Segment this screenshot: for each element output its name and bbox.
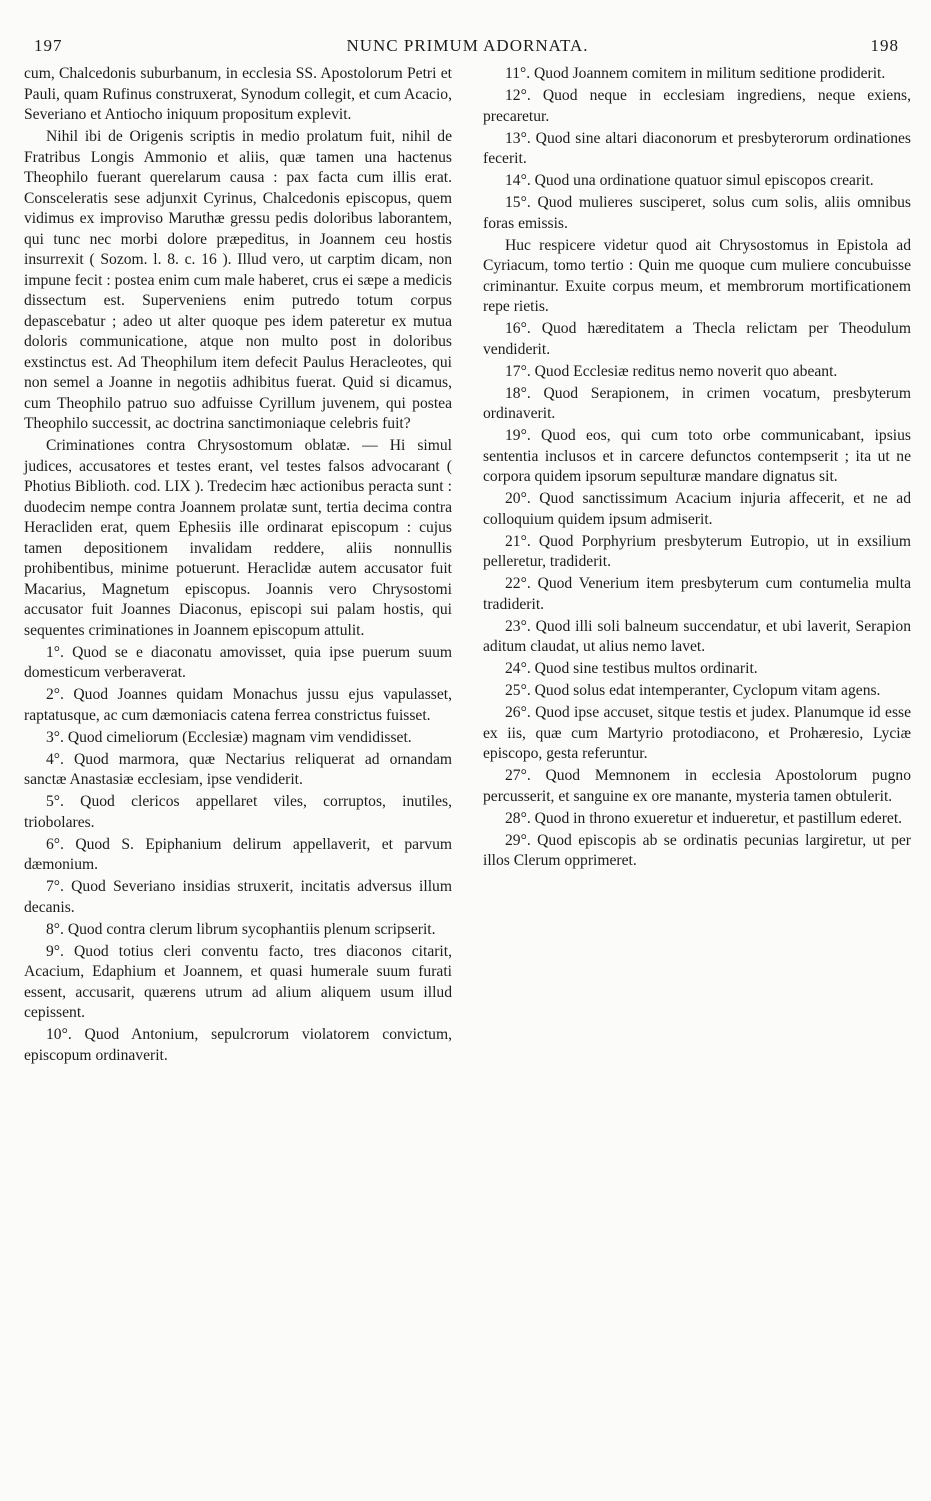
paragraph: 15°. Quod mulieres susciperet, solus cum solis, aliis omnibus foras emissis. [483,194,911,232]
text-columns [24,64,911,1068]
paragraph: Criminationes contra Chrysostomum oblatæ. — Hi simul judices, accusatores et testes erant, vel testes falsos advocarant ( Photius Biblioth. cod. LIX ). Tredecim hæc actionibus peracta sunt : duodecim nempe contra Joannem prolatæ sunt, tertia decima contra Heracliden erat, quem Ephesiis ille ordinarat episcopum : cujus tamen depositionem invalidam reddere, aliis nonnullis prohibentibus, minime potuerunt. Heraclidæ autem accusator fuit Macarius, Magnetum episcopus. Joannis vero Chrysostomi accusator fuit Joannes Diaconus, episcopi sui palam hostis, qui sequentes criminationes in Joannem episcopum attulit. [24,437,452,639]
paragraph: 10°. Quod Antonium, sepulcrorum violatorem convictum, episcopum ordinaverit. [24,1026,452,1064]
left-column [24,64,452,1068]
paragraph: 17°. Quod Ecclesiæ reditus nemo noverit quo abeant. [505,362,838,380]
paragraph: 21°. Quod Porphyrium presbyterum Eutropio, ut in exsilium pelleretur, tradiderit. [483,532,911,570]
paragraph: 16°. Quod hæreditatem a Thecla relictam per Theodulum vendiderit. [483,320,911,358]
paragraph: 19°. Quod eos, qui cum toto orbe communicabant, ipsius sententia inclusos et in carcere defunctos contempserit ; ita ut ne corpora quidem ipsorum sepulturæ mandare dignatus sit. [483,427,911,485]
paragraph: Nihil ibi de Origenis scriptis in medio prolatum fuit, nihil de Fratribus Longis Ammonio et aliis, quæ tamen una hactenus Theophilo fuerant querelarum causa : pax facta cum illis erat. Consceleratis sese adjunxit Cyrinus, Chalcedonis episcopus, quem vidimus ex improviso Maruthæ gressu pedis doloribus laborantem, qui tunc nec morbi dolore præpeditus, in Joannem ceu hostis insurrexit ( Sozom. l. 8. c. 16 ). Illud vero, ut carptim dicam, non impune fecit : postea enim cum male haberet, crus ei sæpe a medicis dissectum est. Superveniens enim putredo totum corpus depascebatur ; adeo ut alter quoque pes idem pateretur ex mutua doloris communicatione, atque non multo post in doloribus exstinctus est. Ad Theophilum item defecit Paulus Heracleotes, qui non semel a Joanne in negotiis adhibitus fuerat. Quid si dicamus, cum Theophilo patruo suo adfuisse Cyrillum juvenem, qui postea Theophilo successit, ac doctrina sanctimoniaque celebris fuit? [24,128,452,432]
paragraph: 11°. Quod Joannem comitem in militum seditione prodiderit. [505,65,886,82]
paragraph: 25°. Quod solus edat intemperanter, Cyclopum vitam agens. [505,682,881,699]
running-header [24,36,911,64]
paragraph: Huc respicere videtur quod ait Chrysostomus in Epistola ad Cyriacum, tomo tertio : Quin me quoque cum muliere concubuisse criminantur. Exuite corpus meum, et membrorum mortificationem repe rietis. [483,236,911,315]
paragraph: 9°. Quod totius cleri conventu facto, tres diaconos citarit, Acacium, Edaphium et Joannem, et quasi humerale suum furati essent, accusarit, quærens utrum ad alium aliquem usum illud cepissent. [24,942,452,1021]
page-number-left: 197 [34,36,63,55]
paragraph: 7°. Quod Severiano insidias struxerit, incitatis adversus illum decanis. [24,878,452,916]
paragraph: 23°. Quod illi soli balneum succendatur, et ubi laverit, Serapion aditum claudat, ut alius nemo lavet. [483,617,911,655]
paragraph: 1°. Quod se e diaconatu amovisset, quia ipse puerum suum domesticum verberaverat. [24,643,452,681]
paragraph: 8°. Quod contra clerum librum sycophantiis plenum scripserit. [46,920,436,938]
paragraph: 27°. Quod Memnonem in ecclesia Apostolorum pugno percusserit, et sanguine ex ore manante, mysteria tamen obtulerit. [483,767,911,805]
paragraph: 4°. Quod marmora, quæ Nectarius reliquerat ad ornandam sanctæ Anastasiæ ecclesiam, ipse vendiderit. [24,750,452,788]
paragraph: 3°. Quod cimeliorum (Ecclesiæ) magnam vim vendidisset. [46,728,412,746]
paragraph: cum, Chalcedonis suburbanum, in ecclesia SS. Apostolorum Petri et Pauli, quam Rufinus construxerat, Synodum collegit, et cum Acacio, Severiano et Antiocho iniquum propositum explevit. [24,65,452,123]
paragraph: 14°. Quod una ordinatione quatuor simul episcopos crearit. [505,172,874,189]
page-number-right: 198 [870,36,899,55]
paragraph: 20°. Quod sanctissimum Acacium injuria affecerit, et ne ad colloquium quidem ipsum admiserit. [483,490,911,528]
running-title: NUNC PRIMUM ADORNATA. [346,36,589,55]
paragraph: 18°. Quod Serapionem, in crimen vocatum, presbyterum ordinaverit. [483,384,911,422]
right-column [483,64,911,1068]
paragraph: 29°. Quod episcopis ab se ordinatis pecunias largiretur, ut per illos Clerum opprimeret. [483,831,911,869]
paragraph: 28°. Quod in throno exueretur et indueretur, et pastillum ederet. [505,809,903,827]
paragraph: 22°. Quod Venerium item presbyterum cum contumelia multa tradiderit. [483,575,911,613]
paragraph: 24°. Quod sine testibus multos ordinarit. [505,660,758,677]
paragraph: 6°. Quod S. Epiphanium delirum appellaverit, et parvum dæmonium. [24,835,452,873]
paragraph: 26°. Quod ipse accuset, sitque testis et judex. Planumque id esse ex iis, quæ cum Martyrio protodiacono, et Prohæresio, Lyciæ episcopo, gesta referuntur. [483,704,911,762]
paragraph: 13°. Quod sine altari diaconorum et presbyterorum ordinationes fecerit. [483,129,911,167]
paragraph: 2°. Quod Joannes quidam Monachus jussu ejus vapulasset, raptatusque, ac cum dæmoniacis catena ferrea constrictus fuisset. [24,686,452,724]
paragraph: 5°. Quod clericos appellaret viles, corruptos, inutiles, triobolares. [24,793,452,831]
paragraph: 12°. Quod neque in ecclesiam ingrediens, neque exiens, precaretur. [483,87,911,125]
